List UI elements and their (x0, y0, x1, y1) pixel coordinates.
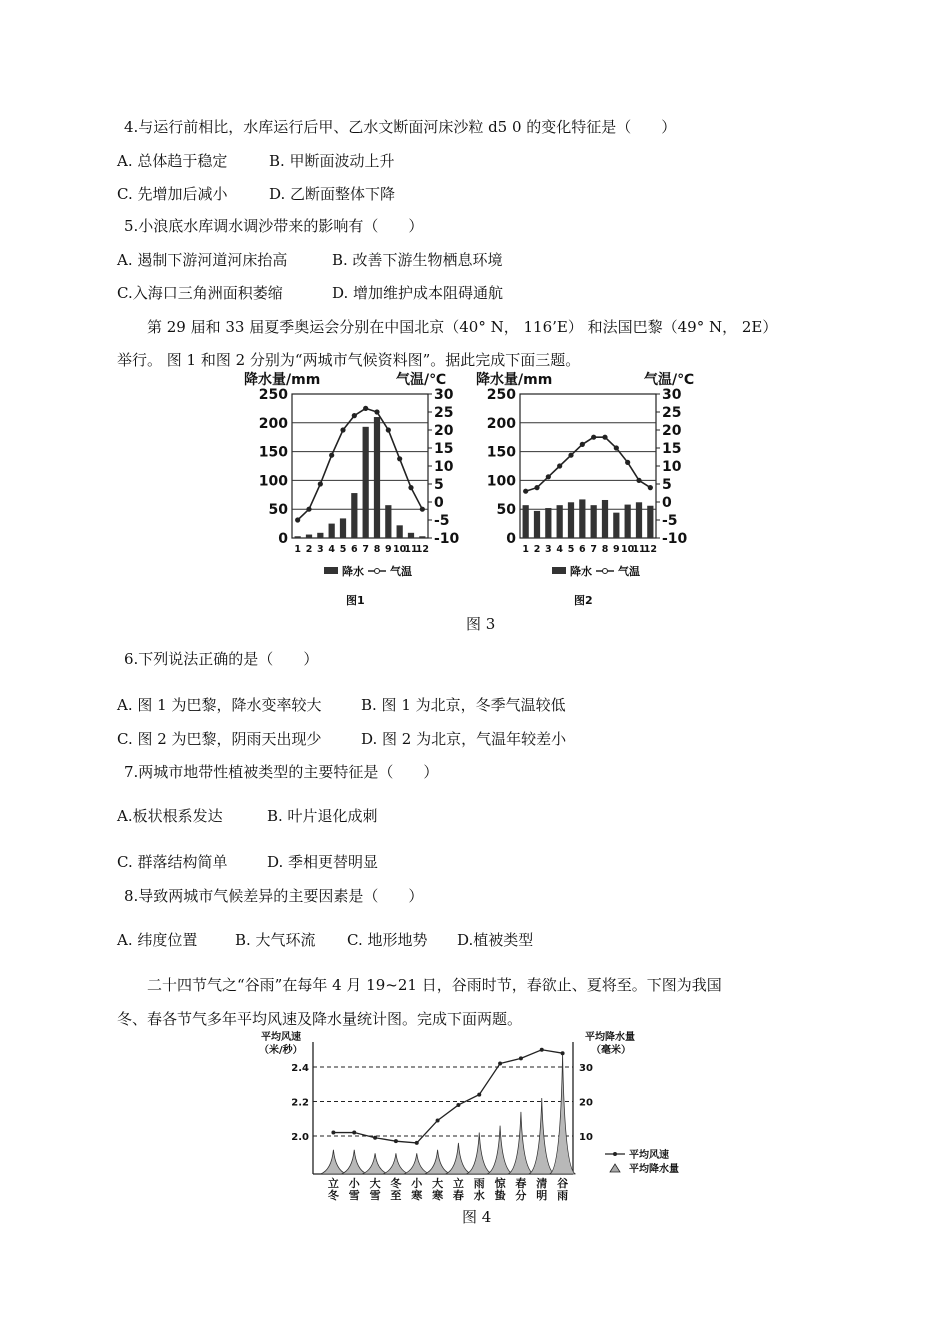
wind-speed-point (415, 1141, 419, 1145)
fig4-plot (291, 1042, 593, 1202)
precip-bar (419, 536, 425, 538)
temperature-point (625, 460, 630, 465)
temperature-point (374, 409, 379, 414)
x-tick-label: 雪 (348, 1189, 360, 1202)
x-tick-label: 10 (393, 544, 407, 555)
q8-option-c: C. 地形地势 (347, 931, 428, 949)
legend-temp-marker (375, 569, 380, 574)
q8-option-b: B. 大气环流 (235, 931, 316, 949)
q7-option-b: B. 叶片退化成刺 (267, 807, 378, 825)
x-tick-label: 9 (385, 544, 392, 555)
q7-option-c: C. 群落结构简单 (117, 853, 228, 871)
y-left-tick-label: 200 (258, 415, 288, 432)
temperature-point (568, 453, 573, 458)
x-tick-label: 明 (536, 1189, 548, 1202)
chart1-y-right-label: 气温/℃ (396, 372, 447, 388)
q4-options-row2 (117, 184, 395, 204)
temperature-point (352, 413, 357, 418)
q8-stem: 8.导致两城市气候差异的主要因素是（ ） (124, 887, 424, 905)
x-tick-label: 分 (515, 1189, 527, 1202)
legend-wind-marker (613, 1152, 617, 1156)
y-left-tick-label: 100 (486, 473, 516, 490)
precip-bar (340, 518, 346, 538)
intro2-line1: 二十四节气之“谷雨”在每年 4 月 19~21 日，谷雨时节，春欲止、夏将至。下图为我国 (147, 976, 722, 994)
x-tick-label: 6 (579, 544, 586, 555)
y-right-tick-label: 20 (662, 423, 682, 439)
figure-4-solar-terms-chart (255, 1028, 705, 1203)
temperature-point (591, 435, 596, 440)
wind-speed-point (498, 1062, 502, 1066)
x-tick-label: 雪 (369, 1189, 381, 1202)
q8-options (117, 930, 533, 950)
q5-option-b: B. 改善下游生物栖息环境 (332, 251, 503, 269)
precip-spike (341, 1150, 367, 1174)
precip-bar (602, 500, 608, 538)
q7-options-row2 (117, 852, 378, 872)
y-right-tick-label: 10 (579, 1132, 593, 1143)
q4-options-row1 (117, 151, 395, 171)
chart2 (487, 387, 688, 555)
precip-bar (557, 505, 563, 538)
y-left-tick-label: 250 (258, 387, 288, 403)
temperature-line (298, 408, 423, 520)
q8-option-a: A. 纬度位置 (117, 931, 198, 949)
wind-speed-point (352, 1131, 356, 1135)
legend-temp-marker (603, 569, 608, 574)
x-tick-label: 3 (317, 544, 324, 555)
q5-options-row2 (117, 283, 503, 303)
y-right-tick-label: 0 (434, 495, 444, 511)
q6-option-b: B. 图 1 为北京，冬季气温较低 (361, 696, 566, 714)
precip-bar (534, 511, 540, 538)
temperature-point (580, 442, 585, 447)
y-right-tick-label: 10 (662, 459, 682, 475)
x-tick-label: 2 (305, 544, 313, 555)
q6-option-a: A. 图 1 为巴黎，降水变率较大 (117, 696, 322, 714)
y-right-tick-label: 15 (662, 441, 682, 457)
y-right-tick-label: -5 (434, 513, 450, 529)
y-right-tick-label: 15 (434, 441, 454, 457)
temperature-point (614, 445, 619, 450)
temperature-point (557, 463, 562, 468)
precip-bar (385, 505, 391, 538)
q7-option-a: A.板状根系发达 (117, 807, 223, 825)
temperature-point (534, 485, 539, 490)
y-right-tick-label: 30 (434, 387, 454, 403)
precip-bar (591, 505, 597, 538)
fig4-y-right-label-1: 平均降水量 (585, 1032, 635, 1043)
figure-3-climate-charts (240, 368, 720, 608)
x-tick-label: 蛰 (494, 1189, 506, 1202)
legend-precip-triangle (610, 1164, 620, 1172)
fig4-legend-wind: 平均风速 (629, 1150, 669, 1161)
precip-spike (508, 1112, 534, 1174)
x-tick-label: 5 (339, 544, 347, 555)
temperature-point (306, 507, 311, 512)
x-tick-label: 4 (556, 544, 563, 555)
fig4-y-left-label-1: 平均风速 (261, 1032, 301, 1043)
wind-speed-point (331, 1131, 335, 1135)
chart1 (259, 387, 460, 555)
q6-option-c: C. 图 2 为巴黎，阴雨天出现少 (117, 730, 322, 748)
y-left-tick-label: 2.2 (291, 1097, 309, 1109)
q4-stem: 4.与运行前相比，水库运行后甲、乙水文断面河床沙粒 d5 0 的变化特征是（ ） (124, 118, 677, 136)
wind-speed-point (394, 1139, 398, 1143)
fig4-y-right-label-2: （毫米） (591, 1045, 631, 1056)
q4-option-b: B. 甲断面波动上升 (269, 152, 395, 170)
precip-bar (397, 525, 403, 538)
x-tick-label: 雨 (557, 1189, 569, 1202)
y-right-tick-label: -10 (662, 531, 688, 547)
x-tick-label: 1 (294, 544, 301, 555)
x-tick-label: 1 (522, 544, 529, 555)
precip-bar (625, 505, 631, 538)
precip-bar (579, 499, 585, 538)
y-left-tick-label: 2.4 (291, 1063, 309, 1074)
wind-speed-point (373, 1136, 377, 1140)
precip-spike (362, 1153, 388, 1174)
temperature-line (526, 437, 651, 491)
y-left-tick-label: 2.0 (291, 1132, 309, 1143)
figure-3-caption: 图 3 (466, 615, 496, 633)
chart1-legend-temp: 气温 (390, 565, 412, 578)
q5-option-d: D. 增加维护成本阻碍通航 (332, 284, 504, 302)
x-tick-label: 寒 (411, 1189, 423, 1202)
wind-speed-point (540, 1048, 544, 1052)
q4-option-c: C. 先增加后减小 (117, 185, 228, 203)
legend-precip-swatch (552, 567, 566, 574)
precip-spike (383, 1153, 409, 1174)
x-tick-label: 小 (411, 1177, 423, 1190)
temperature-point (636, 478, 641, 483)
x-tick-label: 寒 (432, 1189, 444, 1202)
x-tick-label: 清 (536, 1177, 548, 1190)
q4-option-d: D. 乙断面整体下降 (269, 185, 396, 203)
x-tick-label: 6 (351, 544, 358, 555)
q7-stem: 7.两城市地带性植被类型的主要特征是（ ） (124, 763, 439, 781)
x-tick-label: 冬 (390, 1177, 402, 1190)
x-tick-label: 7 (362, 544, 369, 555)
precip-bar (636, 502, 642, 538)
y-right-tick-label: 10 (434, 459, 454, 475)
temperature-point (648, 485, 653, 490)
chart2-y-left-label: 降水量/mm (476, 372, 553, 388)
x-tick-label: 冬 (327, 1189, 339, 1202)
intro1-line2: 举行。 图 1 和图 2 分别为“两城市气候资料图”。据此完成下面三题。 (117, 351, 581, 369)
chart2-title: 图2 (574, 594, 593, 607)
precip-spike (446, 1143, 472, 1174)
y-right-tick-label: 5 (434, 477, 444, 493)
x-tick-label: 小 (348, 1177, 360, 1190)
q5-option-c: C.入海口三角洲面积萎缩 (117, 284, 283, 302)
q5-stem: 5.小浪底水库调水调沙带来的影响有（ ） (124, 217, 424, 235)
precip-bar (306, 535, 312, 538)
x-tick-label: 9 (613, 544, 620, 555)
y-right-tick-label: 5 (662, 477, 672, 493)
plot-frame (292, 394, 428, 538)
chart2-y-right-label: 气温/℃ (644, 372, 695, 388)
q7-options-row1 (117, 806, 378, 826)
chart1-y-left-label: 降水量/mm (244, 372, 321, 388)
temperature-point (340, 427, 345, 432)
y-right-tick-label: 20 (579, 1097, 593, 1109)
x-tick-label: 立 (327, 1177, 339, 1190)
precip-spike (550, 1053, 576, 1174)
fig4-y-left-label-2: （米/秒） (259, 1045, 303, 1056)
x-tick-label: 10 (621, 544, 635, 555)
temperature-point (408, 485, 413, 490)
chart1-title: 图1 (346, 594, 365, 607)
y-right-tick-label: 20 (434, 423, 454, 439)
x-tick-label: 5 (567, 544, 575, 555)
fig4-legend-precip: 平均降水量 (629, 1164, 679, 1175)
q6-stem: 6.下列说法正确的是（ ） (124, 650, 319, 668)
q8-option-d: D.植被类型 (457, 931, 534, 949)
y-left-tick-label: 150 (486, 444, 516, 461)
x-tick-label: 春 (515, 1177, 527, 1190)
y-right-tick-label: 25 (662, 405, 682, 421)
x-tick-label: 7 (590, 544, 597, 555)
precip-spike (487, 1126, 513, 1174)
y-left-tick-label: 0 (506, 531, 516, 547)
temperature-point (546, 474, 551, 479)
wind-speed-point (519, 1056, 523, 1060)
y-left-tick-label: 50 (268, 502, 288, 519)
x-tick-label: 谷 (557, 1177, 569, 1190)
precip-bar (545, 508, 551, 538)
precip-spike (321, 1150, 347, 1174)
q4-option-a: A. 总体趋于稳定 (117, 152, 228, 170)
x-tick-label: 惊 (494, 1177, 506, 1190)
plot-frame (520, 394, 656, 538)
x-tick-label: 11 (632, 544, 646, 555)
precip-spike (466, 1133, 492, 1174)
precip-spike (425, 1150, 451, 1174)
x-tick-label: 12 (643, 544, 657, 555)
y-left-tick-label: 250 (486, 387, 516, 403)
precip-bar (647, 506, 653, 538)
y-left-tick-label: 200 (486, 415, 516, 432)
x-tick-label: 大 (432, 1177, 444, 1190)
wind-speed-point (477, 1093, 481, 1097)
temperature-point (329, 453, 334, 458)
legend-precip-swatch (324, 567, 338, 574)
x-tick-label: 至 (390, 1189, 402, 1202)
chart2-legend (552, 564, 640, 578)
precip-bar (317, 533, 323, 538)
temperature-point (602, 435, 607, 440)
x-tick-label: 春 (452, 1189, 464, 1202)
fig4-legend (605, 1148, 679, 1175)
temperature-point (420, 507, 425, 512)
q7-option-d: D. 季相更替明显 (267, 853, 379, 871)
temperature-point (363, 406, 368, 411)
precip-bar (295, 536, 301, 538)
figure-4-caption: 图 4 (462, 1208, 492, 1226)
x-tick-label: 12 (415, 544, 429, 555)
x-tick-label: 立 (452, 1177, 464, 1190)
y-right-tick-label: 0 (662, 495, 672, 511)
x-tick-label: 3 (545, 544, 552, 555)
x-tick-label: 8 (601, 544, 609, 555)
intro1-line1: 第 29 届和 33 届夏季奥运会分别在中国北京（40° N， 116’E） 和法国巴黎（49° N， 2E） (147, 318, 778, 336)
temperature-point (397, 456, 402, 461)
precip-bar (523, 505, 529, 538)
y-left-tick-label: 50 (496, 502, 516, 519)
x-tick-label: 水 (473, 1189, 485, 1202)
q6-options-row1 (117, 695, 566, 715)
x-tick-label: 8 (373, 544, 381, 555)
precip-bar (363, 427, 369, 538)
chart2-legend-temp: 气温 (618, 565, 640, 578)
x-tick-label: 雨 (473, 1177, 485, 1190)
q6-option-d: D. 图 2 为北京，气温年较差小 (361, 730, 567, 748)
intro2-line2: 冬、春各节气多年平均风速及降水量统计图。完成下面两题。 (117, 1010, 523, 1028)
y-right-tick-label: 25 (434, 405, 454, 421)
precip-bar (613, 513, 619, 538)
y-right-tick-label: 30 (662, 387, 682, 403)
temperature-point (386, 427, 391, 432)
chart2-legend-precip: 降水 (570, 565, 592, 578)
wind-speed-point (456, 1103, 460, 1107)
temperature-point (295, 517, 300, 522)
y-left-tick-label: 150 (258, 444, 288, 461)
q5-options-row1 (117, 250, 503, 270)
y-right-tick-label: 30 (579, 1063, 593, 1074)
temperature-point (523, 489, 528, 494)
wind-speed-point (561, 1051, 565, 1055)
y-left-tick-label: 0 (278, 531, 288, 547)
x-tick-label: 11 (404, 544, 418, 555)
y-right-tick-label: -5 (662, 513, 678, 529)
precip-bar (329, 524, 335, 538)
q6-options-row2 (117, 729, 566, 749)
precip-bar (351, 493, 357, 538)
precip-bar (568, 502, 574, 538)
precip-spike (404, 1153, 430, 1174)
y-right-tick-label: -10 (434, 531, 460, 547)
chart1-legend (324, 564, 412, 578)
x-tick-label: 2 (533, 544, 541, 555)
x-tick-label: 大 (369, 1177, 381, 1190)
temperature-point (318, 481, 323, 486)
x-tick-label: 4 (328, 544, 335, 555)
precip-bar (374, 417, 380, 538)
wind-speed-line (333, 1050, 562, 1143)
precip-bar (408, 533, 414, 538)
wind-speed-point (436, 1118, 440, 1122)
y-left-tick-label: 100 (258, 473, 288, 490)
chart1-legend-precip: 降水 (342, 565, 364, 578)
q5-option-a: A. 遏制下游河道河床抬高 (117, 251, 288, 269)
